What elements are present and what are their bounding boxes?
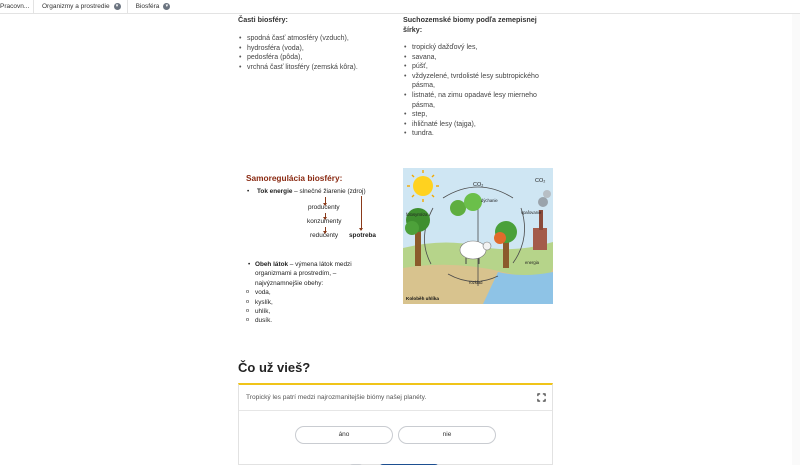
biomes-list	[403, 43, 558, 139]
energy-flow-line: • Tok energie – slnečné žiarenie (zdroj)	[247, 188, 366, 195]
matter-cycle-text: • Obeh látok – výmena látok medzi organizmami a prostredím, – najvýznamnejšie obehy:	[246, 260, 376, 288]
breadcrumb-item-organizmy[interactable]	[42, 0, 128, 14]
breadcrumb-label: Organizmy a prostredie	[42, 3, 110, 10]
answer-no-button[interactable]: nie	[398, 426, 496, 444]
producers-label: producenty	[308, 204, 340, 211]
list-item: • vrchná časť litosféry (zemská kôra).	[238, 63, 398, 73]
combustion-label: spaľovanie	[521, 210, 542, 215]
breadcrumb-item-biosfera[interactable]	[136, 0, 177, 14]
list-item: o uhlík,	[246, 307, 376, 316]
answer-yes-button[interactable]: áno	[295, 426, 393, 444]
list-item: • tropický dažďový les,	[403, 43, 558, 53]
consumption-label: spotreba	[349, 232, 376, 239]
arrow-down-icon	[361, 196, 362, 230]
list-item: • ihličnaté lesy (tajga),	[403, 120, 558, 130]
list-item: • vždyzelené, tvrdolisté lesy subtropického pásma,	[403, 72, 558, 91]
chevron-down-icon[interactable]: ▾	[114, 3, 121, 10]
reducers-label: reducenty	[310, 232, 339, 239]
quiz-question: Tropický les patrí medzi najrozmanitejšie biómy našej planéty.	[239, 385, 552, 411]
figure-caption: Koloběh uhlíka	[406, 296, 439, 301]
parts-list	[238, 34, 398, 72]
quiz-card	[238, 383, 553, 465]
biomes-by-latitude	[403, 15, 558, 139]
energy-label: energia	[525, 260, 539, 265]
self-regulation-title: Samoregulácia biosféry:	[246, 173, 343, 183]
co2-label: CO₂	[473, 182, 484, 188]
list-item: • púšť,	[403, 62, 558, 72]
parts-of-biosphere	[238, 15, 398, 72]
list-item: • tundra.	[403, 129, 558, 139]
list-item: • step,	[403, 110, 558, 120]
list-item: • hydrosféra (voda),	[238, 44, 398, 54]
breadcrumb-label: Biosféra	[135, 3, 160, 10]
breadcrumb-item-pracovn[interactable]	[0, 0, 34, 14]
breadcrumb-label: Pracovn...	[0, 3, 30, 10]
decomposition-label: rozklad	[469, 280, 483, 285]
carbon-cycle-illustration	[403, 168, 553, 304]
list-item: o dusík.	[246, 316, 376, 325]
scrollbar[interactable]	[792, 14, 800, 465]
list-item: • listnaté, na zimu opadavé lesy mierneho pásma,	[403, 91, 558, 110]
matter-cycle-block	[246, 260, 376, 326]
list-item: • savana,	[403, 53, 558, 63]
co2-label: CO₂	[535, 178, 546, 184]
respiration-label: dýchanie	[481, 198, 498, 203]
list-item: • spodná časť atmosféry (vzduch),	[238, 34, 398, 44]
photosynthesis-label: fotosyntéza	[406, 212, 428, 217]
parts-heading: Časti biosféry:	[238, 15, 288, 24]
chevron-down-icon[interactable]: ▾	[163, 3, 170, 10]
biomes-heading: Suchozemské biomy podľa zemepisnej šírky:	[403, 15, 537, 34]
list-item: • pedosféra (pôda),	[238, 53, 398, 63]
list-item: o voda,	[246, 288, 376, 297]
consumers-label: konzumenty	[307, 218, 342, 225]
breadcrumb	[0, 0, 800, 14]
self-regulation-figure	[246, 173, 386, 333]
list-item: o kyslík,	[246, 298, 376, 307]
expand-icon[interactable]	[537, 393, 546, 402]
quiz-title: Čo už vieš?	[238, 360, 311, 375]
